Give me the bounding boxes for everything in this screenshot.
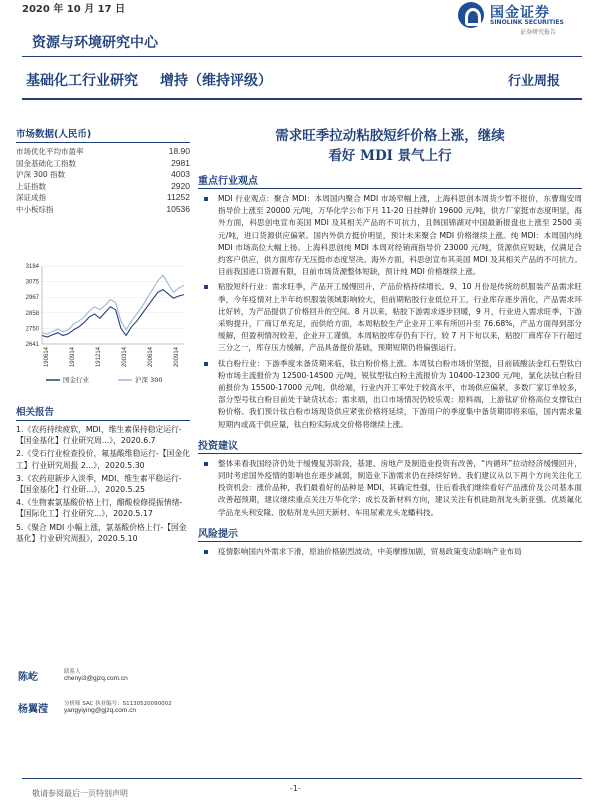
market-row [16, 146, 190, 158]
analyst-role: 分析师 SAC 执业编号：S1130520090002 [64, 701, 172, 707]
market-value: 11252 [166, 192, 190, 202]
market-value: 10536 [166, 203, 190, 214]
paragraph-viscose: 粘胶短纤行业：需求旺季，产品开工缓慢回升，产品价格持续增长。9、10 月份是传统纺织服装产品需求旺季，今年疫情对上半年纺织服装领域影响较大，但前期粘胶行业低位开工，行业库存逐步消化，产品需求环比好转，为产品提供了价格回升的空间。8 月以来，粘胶下游需求逐步回暖，9 月，行业进入需求旺季，下游采购提升，厂商订单充足，而供给方面，本周粘胶生产企业开工率有所回升至 76.68%，产品方面得到部分缓解，但盈利情况较差，企业开工谨慎，本周粘胶库存仍有下行，较 7 月下旬以来，粘胶厂商库存下行超过三分之一，库存压力缓解，产品具备提价基础，预期短期仍将偏强运行。 [198, 281, 582, 354]
analyst-email[interactable]: yangyiying@gjzq.com.cn [64, 707, 136, 714]
logo-chinese-text: 国金证券 [490, 5, 550, 21]
related-reports-title: 相关报告 [16, 404, 190, 421]
chart-y-tick-label: 2858 [25, 310, 39, 317]
analyst-name: 杨翼滢 [18, 704, 48, 715]
chart-series-line [42, 290, 184, 337]
index-line-chart [16, 258, 190, 388]
chart-x-tick-label: 200614 [148, 347, 154, 368]
logo-subtitle: 证券研究报告 [520, 29, 557, 36]
market-data-title: 市场数据(人民币) [16, 126, 190, 143]
main-content [198, 126, 582, 561]
market-data-panel [16, 126, 190, 215]
market-row [16, 192, 190, 204]
chart-y-tick-label: 3184 [25, 264, 39, 270]
chart-x-tick-label: 190914 [70, 347, 76, 368]
market-value: 4003 [171, 169, 190, 179]
report-title-line2: 看好 MDI 景气上行 [328, 148, 452, 164]
market-row [16, 158, 190, 170]
chart-y-tick-label: 2750 [25, 326, 39, 333]
market-value: 2981 [171, 157, 190, 168]
chart-x-tick-label: 191214 [96, 347, 102, 368]
report-type: 行业周报 [508, 74, 561, 89]
related-reports-list [16, 424, 190, 546]
market-value: 2920 [171, 180, 190, 191]
chart-legend-label: 沪深 300 [135, 376, 163, 384]
market-row [16, 181, 190, 193]
paragraph-titanium: 钛白粉行业：下游季度末备货期来临，钛白粉价格上涨。本周钛白粉市场价坚挺，目前硫酸法金红石型钛白粉市场主流报价为 12500-14500 元/吨，锐钛型钛白粉主流报价为 10400-12300 元/吨，氯化法钛白粉目前报价为 15500-17000 元/吨。供给端，行业内开工率处于较高水平，市场供应偏紧，多数厂家订单较多，部分型号钛白粉目前处于缺货状态；需求端，出口市场情况仍较乐观；原料端，上游钛矿价格高位支撑钛白粉价格。我们预计钛白粉市场现货供应紧张价格将延续，下游用户的季度集中备货期即将来临，国内需求量短期内或高于供应量，钛白粉实际成交价格将继续上涨。 [198, 358, 582, 431]
rating-label: 增持（维持评级） [160, 73, 272, 89]
market-label: 市场优化平均市盈率 [16, 147, 84, 156]
paragraph-investment: 整体来看我国经济仍处于缓慢复苏阶段，基建、房地产及制造业投资有改善，“内循环”拉动经济缓慢回升，同时考虑国外疫情的影响也在逐步减弱，制造业下游需求仍在持续好转。我们建议从以下两个方向关注化工投资机会：涨价品种，我们最看好的品种是 MDI，其确定性强，往后看我们继续看好产品涨价及公司基本面改善超预期，建议继续重点关注万华化学；成长及新材料方向，建议关注有机硅助剂龙头新亚强、优质氟化学品龙头利安隆、胶粘剂龙头回天新材、车用尿素龙头龙蟠科技。 [198, 458, 582, 519]
logo-icon [458, 2, 484, 28]
chart-y-tick-label: 3075 [25, 279, 39, 286]
analyst-name: 陈屹 [18, 672, 38, 683]
section-heading-risk: 风险提示 [198, 525, 582, 542]
market-label: 上证指数 [16, 181, 46, 191]
logo-english-text: SINOLINK SECURITIES [490, 19, 564, 26]
market-row [16, 204, 190, 216]
page-number: -1- [290, 784, 301, 793]
chart-series-line [42, 275, 184, 334]
footer-divider [22, 778, 582, 779]
chart-y-tick-label: 2641 [25, 342, 39, 348]
chart-x-tick-label: 200314 [122, 347, 128, 368]
market-row [16, 169, 190, 181]
industry-title: 基础化工行业研究 [26, 73, 138, 89]
chart-legend-label: 国金行业 [63, 376, 89, 384]
market-label: 沪深 300 指数 [16, 170, 66, 179]
chart-x-tick-label: 190614 [44, 347, 50, 368]
market-label: 深证成指 [16, 193, 46, 202]
analyst-card [16, 696, 190, 736]
paragraph-mdi: MDI 行业观点：聚合 MDI：本周国内聚合 MDI 市场窄幅上涨，上海科思创本周货少暂不报价，东曹瑞安周指导价上涨至 20000 元/吨，万华化学公布下月 11-20 日挂牌价 19600 元/吨，供方厂家挺市态度明显，海外方面，科思创电宣布美国 MDI 及其相关产品的不可抗力，且韩国锦湖对中国最新报盘也上涨至 2500 美元/吨，进口货源供应偏紧。国内外供方挺价明显，预计未来聚合 MDI 价格继续上涨。纯 MDI：本周国内纯 MDI 市场高位大幅上扬。上海科思创纯 MDI 本周对经销商指导价 23000 元/吨，货源供应短缺，仅满足合约客户供应，供方面库存无压挺市态度坚决。海外方面，科思创宣布其美国 MDI 及其相关产品的不可抗力。目前我国进口货源有限，目前市场货源整体短缺，预计纯 MDI 价格继续上涨。 [198, 193, 582, 278]
analyst-role: 联系人 [64, 669, 81, 675]
related-report-item[interactable]: 5.《聚合 MDI 小幅上涨，氯基酸价格上行-【国金基化】行业研究周报》，2020.5.10 [16, 522, 187, 543]
paragraph-risk: 疫情影响国内外需求下滑，原油价格剧烈波动，中美摩擦加剧，贸易政策变动影响产业布局 [198, 546, 582, 558]
market-label: 中小板综指 [16, 204, 54, 214]
header-bottom-divider [22, 98, 582, 100]
related-report-item[interactable]: 3.《农药迎新步入淡季，MDI、维生素平稳运行-【国金基化】行业研...》，2020.5.25 [16, 473, 182, 495]
section-heading-views: 重点行业观点 [198, 172, 582, 189]
related-report-item[interactable]: 4.《生物素氯基酸价格上行，醋酸检修提振情绪-【国际化工】行业研究...》，2020.5.17 [16, 498, 183, 519]
research-center: 资源与环境研究中心 [32, 35, 158, 51]
related-report-item[interactable]: 2.《受石行业检查投价，氟基酸维稳运行-【国金化工】行业研究周报 2...》，2020.5.30 [16, 449, 190, 470]
related-report-item[interactable]: 1.《农药持续疲软，MDI、维生素保持稳定运行-【国金基化】行业研究周...》，2020.6.7 [16, 425, 182, 446]
chart-y-tick-label: 2967 [25, 295, 39, 302]
footer-disclaimer: 敬请参阅最后一页特别声明 [32, 789, 128, 798]
section-heading-investment: 投资建议 [198, 437, 582, 454]
report-title-line1: 需求旺季拉动粘胶短纤价格上涨，继续 [275, 128, 505, 144]
header-divider [22, 56, 582, 57]
market-value: 18.90 [168, 146, 190, 156]
chart-x-tick-label: 200914 [174, 347, 180, 368]
report-date: 2020 年 10 月 17 日 [22, 4, 126, 15]
market-label: 国金基础化工指数 [16, 158, 76, 168]
analyst-email[interactable]: chenyi3@gjzq.com.cn [64, 675, 128, 682]
